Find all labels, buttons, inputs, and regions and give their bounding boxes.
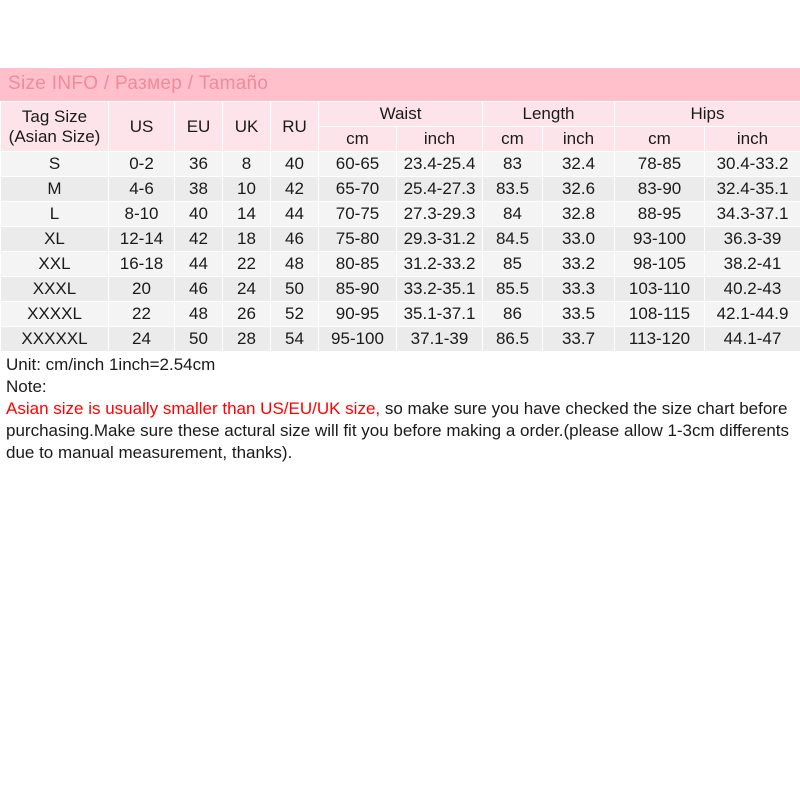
cell-hips-cm: 103-110 — [615, 277, 705, 302]
cell-length-inch: 32.4 — [543, 152, 615, 177]
cell-length-inch: 33.7 — [543, 327, 615, 352]
header-group-waist: Waist — [319, 102, 483, 127]
cell-uk: 18 — [223, 227, 271, 252]
cell-uk: 28 — [223, 327, 271, 352]
cell-waist-inch: 33.2-35.1 — [397, 277, 483, 302]
header-length-cm: cm — [483, 127, 543, 152]
note-text: so make sure you have checked the size chart before purchasing.Make sure these actural size will fit you before making a order.(please allow 1-3cm differents due to manual measurement, thanks). — [6, 399, 790, 462]
cell-eu: 48 — [175, 302, 223, 327]
cell-waist-cm: 75-80 — [319, 227, 397, 252]
cell-ru: 50 — [271, 277, 319, 302]
cell-us: 12-14 — [109, 227, 175, 252]
table-header-row-1 — [1, 102, 800, 127]
header-uk: UK — [223, 102, 271, 152]
cell-us: 24 — [109, 327, 175, 352]
header-length-inch: inch — [543, 127, 615, 152]
header-waist-inch: inch — [397, 127, 483, 152]
note-label: Note: — [6, 377, 47, 396]
cell-length-inch: 32.8 — [543, 202, 615, 227]
cell-length-inch: 33.3 — [543, 277, 615, 302]
cell-eu: 36 — [175, 152, 223, 177]
cell-tag: XXXL — [1, 277, 109, 302]
note-warning: Asian size is usually smaller than US/EU/UK size, — [6, 399, 381, 418]
cell-waist-inch: 27.3-29.3 — [397, 202, 483, 227]
cell-hips-cm: 93-100 — [615, 227, 705, 252]
cell-hips-cm: 78-85 — [615, 152, 705, 177]
table-row — [1, 177, 800, 202]
cell-hips-inch: 38.2-41 — [705, 252, 800, 277]
cell-ru: 52 — [271, 302, 319, 327]
cell-us: 16-18 — [109, 252, 175, 277]
table-row — [1, 202, 800, 227]
cell-uk: 8 — [223, 152, 271, 177]
cell-hips-inch: 40.2-43 — [705, 277, 800, 302]
header-us: US — [109, 102, 175, 152]
cell-eu: 50 — [175, 327, 223, 352]
cell-waist-inch: 37.1-39 — [397, 327, 483, 352]
header-group-hips: Hips — [615, 102, 800, 127]
cell-length-cm: 83.5 — [483, 177, 543, 202]
cell-uk: 10 — [223, 177, 271, 202]
header-hips-cm: cm — [615, 127, 705, 152]
table-row — [1, 227, 800, 252]
cell-length-cm: 84 — [483, 202, 543, 227]
cell-us: 0-2 — [109, 152, 175, 177]
notes-section — [0, 352, 800, 466]
cell-waist-inch: 29.3-31.2 — [397, 227, 483, 252]
cell-hips-cm: 88-95 — [615, 202, 705, 227]
header-tag-size: Tag Size (Asian Size) — [1, 102, 109, 152]
cell-ru: 42 — [271, 177, 319, 202]
cell-eu: 44 — [175, 252, 223, 277]
cell-length-inch: 32.6 — [543, 177, 615, 202]
cell-hips-inch: 42.1-44.9 — [705, 302, 800, 327]
cell-waist-cm: 80-85 — [319, 252, 397, 277]
cell-uk: 22 — [223, 252, 271, 277]
table-row — [1, 302, 800, 327]
cell-length-cm: 86 — [483, 302, 543, 327]
unit-note: Unit: cm/inch 1inch=2.54cm — [4, 352, 796, 376]
header-group-length: Length — [483, 102, 615, 127]
cell-length-cm: 83 — [483, 152, 543, 177]
cell-us: 8-10 — [109, 202, 175, 227]
cell-us: 22 — [109, 302, 175, 327]
cell-length-cm: 85 — [483, 252, 543, 277]
cell-eu: 42 — [175, 227, 223, 252]
cell-waist-inch: 25.4-27.3 — [397, 177, 483, 202]
cell-us: 20 — [109, 277, 175, 302]
cell-waist-cm: 60-65 — [319, 152, 397, 177]
cell-tag: L — [1, 202, 109, 227]
cell-ru: 54 — [271, 327, 319, 352]
cell-hips-cm: 83-90 — [615, 177, 705, 202]
cell-length-inch: 33.0 — [543, 227, 615, 252]
table-row — [1, 252, 800, 277]
cell-length-cm: 86.5 — [483, 327, 543, 352]
cell-length-cm: 85.5 — [483, 277, 543, 302]
cell-uk: 26 — [223, 302, 271, 327]
header-ru: RU — [271, 102, 319, 152]
cell-hips-inch: 36.3-39 — [705, 227, 800, 252]
cell-hips-inch: 34.3-37.1 — [705, 202, 800, 227]
cell-ru: 48 — [271, 252, 319, 277]
cell-hips-inch: 32.4-35.1 — [705, 177, 800, 202]
cell-waist-inch: 23.4-25.4 — [397, 152, 483, 177]
cell-tag: M — [1, 177, 109, 202]
cell-eu: 40 — [175, 202, 223, 227]
cell-waist-cm: 90-95 — [319, 302, 397, 327]
cell-hips-cm: 98-105 — [615, 252, 705, 277]
cell-waist-inch: 31.2-33.2 — [397, 252, 483, 277]
cell-tag: XXL — [1, 252, 109, 277]
note-body — [4, 398, 796, 466]
cell-eu: 46 — [175, 277, 223, 302]
size-table — [0, 101, 800, 352]
cell-hips-cm: 108-115 — [615, 302, 705, 327]
header-eu: EU — [175, 102, 223, 152]
cell-tag: XXXXXL — [1, 327, 109, 352]
table-row — [1, 152, 800, 177]
cell-waist-cm: 95-100 — [319, 327, 397, 352]
cell-tag: S — [1, 152, 109, 177]
cell-us: 4-6 — [109, 177, 175, 202]
cell-ru: 46 — [271, 227, 319, 252]
header-hips-inch: inch — [705, 127, 800, 152]
cell-tag: XXXXL — [1, 302, 109, 327]
cell-waist-cm: 85-90 — [319, 277, 397, 302]
cell-waist-cm: 65-70 — [319, 177, 397, 202]
table-row — [1, 327, 800, 352]
cell-waist-inch: 35.1-37.1 — [397, 302, 483, 327]
cell-length-cm: 84.5 — [483, 227, 543, 252]
cell-eu: 38 — [175, 177, 223, 202]
size-chart-sheet — [0, 68, 800, 466]
cell-uk: 24 — [223, 277, 271, 302]
cell-tag: XL — [1, 227, 109, 252]
cell-waist-cm: 70-75 — [319, 202, 397, 227]
cell-hips-inch: 44.1-47 — [705, 327, 800, 352]
cell-hips-inch: 30.4-33.2 — [705, 152, 800, 177]
cell-ru: 40 — [271, 152, 319, 177]
cell-hips-cm: 113-120 — [615, 327, 705, 352]
page-title: Size INFO / Размер / Tamaño — [0, 68, 800, 101]
cell-ru: 44 — [271, 202, 319, 227]
table-row — [1, 277, 800, 302]
cell-uk: 14 — [223, 202, 271, 227]
cell-length-inch: 33.5 — [543, 302, 615, 327]
cell-length-inch: 33.2 — [543, 252, 615, 277]
header-waist-cm: cm — [319, 127, 397, 152]
